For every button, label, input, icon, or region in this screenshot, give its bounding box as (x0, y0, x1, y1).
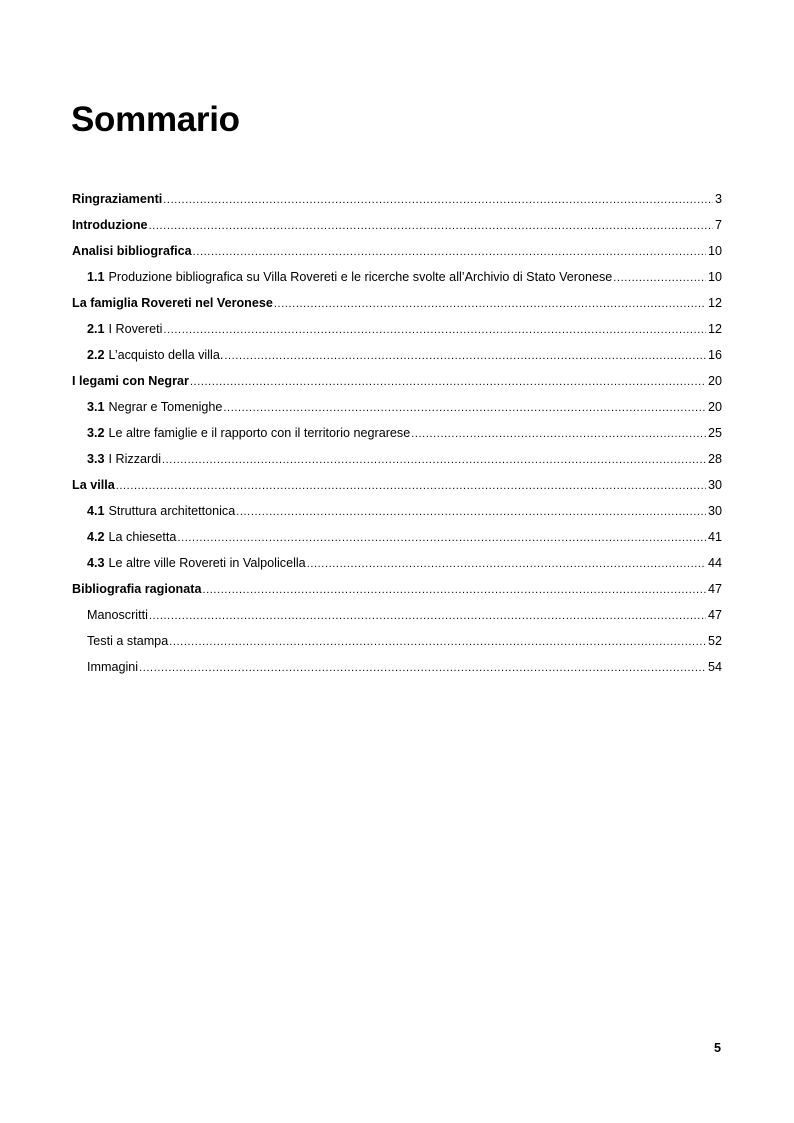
toc-entry-number: 2.2 (87, 348, 105, 362)
toc-entry-label: La famiglia Rovereti nel Veronese (72, 296, 273, 310)
dot-leader (224, 346, 706, 366)
toc-entry-label: I legami con Negrar (72, 374, 189, 388)
toc-entry-label: I Rizzardi (108, 452, 161, 466)
toc-entry-page: 47 (707, 608, 722, 622)
toc-entry[interactable] (72, 267, 722, 293)
toc-entry-label: Le altre famiglie e il rapporto con il territorio negrarese (108, 426, 411, 440)
toc-entry[interactable] (72, 579, 722, 605)
toc-entry[interactable] (72, 475, 722, 501)
dot-leader (177, 528, 706, 548)
dot-leader (236, 502, 706, 522)
dot-leader (193, 242, 706, 262)
toc-entry[interactable] (72, 371, 722, 397)
toc-entry-page: 20 (707, 400, 722, 414)
toc-entry-page: 3 (714, 192, 722, 206)
toc-entry[interactable] (72, 631, 722, 657)
toc-entry-page: 52 (707, 634, 722, 648)
toc-entry-label: La villa (72, 478, 115, 492)
toc-entry[interactable] (72, 241, 722, 267)
toc-entry-page: 12 (707, 322, 722, 336)
dot-leader (163, 320, 706, 340)
toc-entry-page: 10 (707, 270, 722, 284)
toc-entry-page: 30 (707, 478, 722, 492)
toc-entry-page: 7 (714, 218, 722, 232)
toc-entry[interactable] (72, 605, 722, 631)
toc-entry-label: Testi a stampa (87, 634, 169, 648)
toc-entry[interactable] (72, 345, 722, 371)
dot-leader (162, 450, 706, 470)
toc-entry[interactable] (72, 215, 722, 241)
page-number: 5 (713, 1041, 721, 1055)
toc-entry-page: 28 (707, 452, 722, 466)
toc-entry[interactable] (72, 657, 722, 683)
toc-entry[interactable] (72, 449, 722, 475)
dot-leader (411, 424, 706, 444)
toc-entry-label: Manoscritti (87, 608, 148, 622)
dot-leader (163, 190, 713, 210)
toc-entry-number: 3.2 (87, 426, 105, 440)
dot-leader (223, 398, 706, 418)
table-of-contents (72, 189, 722, 683)
toc-entry-label: Le altre ville Rovereti in Valpolicella (108, 556, 306, 570)
toc-entry-label: Bibliografia ragionata (72, 582, 202, 596)
toc-entry-label: Immagini (87, 660, 139, 674)
toc-entry-page: 20 (707, 374, 722, 388)
toc-entry-number: 2.1 (87, 322, 105, 336)
toc-entry-number: 3.1 (87, 400, 105, 414)
dot-leader (613, 268, 706, 288)
dot-leader (149, 606, 706, 626)
toc-entry-page: 44 (707, 556, 722, 570)
toc-entry-label: Analisi bibliografica (72, 244, 192, 258)
dot-leader (149, 216, 713, 236)
toc-entry-label: Produzione bibliografica su Villa Rovereti e le ricerche svolte all’Archivio di Stato Veronese (108, 270, 613, 284)
toc-entry[interactable] (72, 293, 722, 319)
toc-entry-number: 4.3 (87, 556, 105, 570)
toc-entry[interactable] (72, 501, 722, 527)
toc-entry-page: 54 (707, 660, 722, 674)
toc-entry-page: 10 (707, 244, 722, 258)
toc-entry-label: Ringraziamenti (72, 192, 163, 206)
dot-leader (202, 580, 706, 600)
toc-entry-label: Struttura architettonica (108, 504, 236, 518)
toc-entry-page: 25 (707, 426, 722, 440)
toc-entry-label: La chiesetta (108, 530, 177, 544)
toc-entry-label: I Rovereti (108, 322, 163, 336)
dot-leader (190, 372, 706, 392)
toc-entry-label: Negrar e Tomenighe (108, 400, 223, 414)
toc-entry-number: 4.2 (87, 530, 105, 544)
dot-leader (116, 476, 706, 496)
toc-entry[interactable] (72, 189, 722, 215)
toc-entry-page: 41 (707, 530, 722, 544)
toc-entry-page: 30 (707, 504, 722, 518)
toc-entry[interactable] (72, 423, 722, 449)
toc-entry-label: L’acquisto della villa. (108, 348, 224, 362)
toc-entry[interactable] (72, 553, 722, 579)
toc-entry-label: Introduzione (72, 218, 148, 232)
dot-leader (307, 554, 706, 574)
dot-leader (274, 294, 706, 314)
toc-entry-number: 1.1 (87, 270, 105, 284)
toc-entry-page: 12 (707, 296, 722, 310)
page-title: Sommario (71, 100, 240, 139)
toc-entry[interactable] (72, 397, 722, 423)
toc-entry-page: 16 (707, 348, 722, 362)
toc-entry-number: 4.1 (87, 504, 105, 518)
dot-leader (169, 632, 706, 652)
toc-entry-number: 3.3 (87, 452, 105, 466)
toc-entry-page: 47 (707, 582, 722, 596)
dot-leader (139, 658, 706, 678)
toc-entry[interactable] (72, 527, 722, 553)
toc-entry[interactable] (72, 319, 722, 345)
